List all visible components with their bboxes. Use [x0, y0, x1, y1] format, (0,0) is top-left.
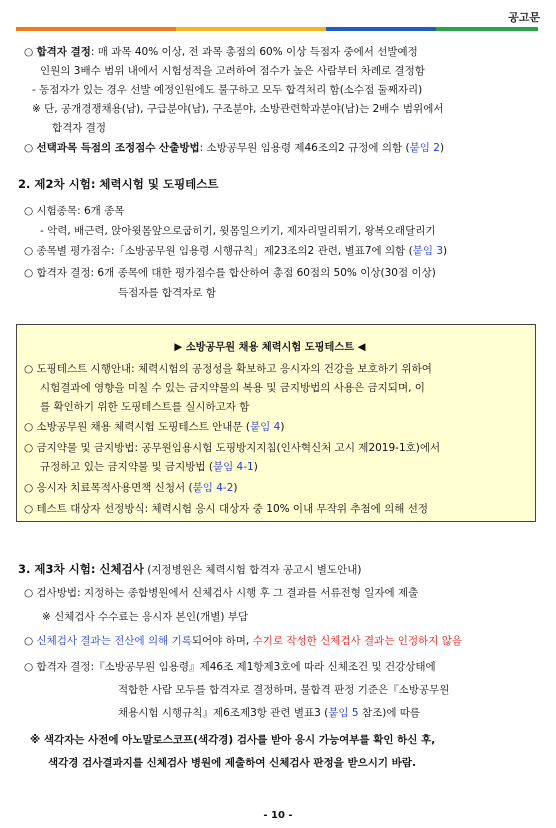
- page-number: - 10 -: [263, 810, 293, 821]
- banned-substances-line: ○ 금지약물 및 금지방법: 공무원임용시험 도핑방지지침(인사혁신처 고시 제2019-1호)에서: [24, 442, 441, 454]
- attachment-ref-4[interactable]: 붙임 4: [250, 421, 281, 433]
- pass-criteria-line-2: 인원의 3배수 범위 내에서 시험성적을 고려하여 점수가 높은 사람부터 차례로 결정함: [40, 65, 425, 77]
- doping-box-title: ▶ 소방공무원 채용 체력시험 도핑테스트 ◀: [174, 341, 366, 353]
- doping-guide-line: ○ 도핑테스트 시행안내: 체력시험의 공정성을 확보하고 응시자의 건강을 보호하기 위하여: [24, 363, 432, 375]
- test-selection-line: ○ 테스트 대상자 선정방식: 체력시험 응시 대상자 중 10% 이내 무작위 추첨에 의해 선정: [24, 503, 429, 515]
- scoring-line: ○ 종목별 평가점수:「소방공무원 임용령 시행규칙」제23조의2 관련, 별표7에 의함 (붙임 3): [24, 245, 448, 257]
- color-vision-note-2: 색각경 검사결과지를 신체검사 병원에 제출하여 신체검사 판정을 받으시기 바람.: [48, 757, 416, 769]
- banned-substances-line-2: 규정하고 있는 금지약물 및 금지방법 (붙임 4-1): [40, 461, 258, 473]
- section3-title: 3. 제3차 시험: 신체검사 (지정병원은 체력시험 합격자 공고시 별도안내): [18, 562, 362, 576]
- exam-method-line: ○ 검사방법: 지정하는 종합병원에서 신체검사 시행 후 그 결과를 서류전형 일자에 제출: [24, 587, 419, 599]
- header-bar-blue: [326, 27, 436, 31]
- attachment-ref-5[interactable]: 붙임 5: [328, 707, 359, 719]
- pass-line-2: ○ 합격자 결정: 6개 종목에 대한 평가점수를 합산하여 총점 60점의 50% 이상(30점 이상): [24, 267, 436, 279]
- tie-rule-line: - 동점자가 있는 경우 선발 예정인원에도 불구하고 모두 합격처리 함(소수점 둘째자리): [32, 84, 423, 96]
- header-bar-yellow: [176, 27, 326, 31]
- pass-line-2b: 득점자를 합격자로 함: [118, 287, 216, 299]
- adjusted-score-line: ○ 선택과목 득점의 조정점수 산출방법: 소방공무원 임용령 제46조의2 규정에 의함 (붙임 2): [24, 142, 445, 154]
- exception-note-line-2: 합격자 결정: [52, 122, 107, 134]
- record-requirement-line: ○ 신체검사 결과는 전산에 의해 기록되어야 하며, 수기로 작성한 신체검사 결과는 인정하지 않음: [24, 635, 462, 647]
- attachment-ref-4-1[interactable]: 붙임 4-1: [212, 461, 254, 473]
- test-items-label: ○ 시험종목: 6개 종목: [24, 205, 125, 217]
- test-items-list: - 악력, 배근력, 앉아윗몸앞으로굽히기, 윗몸일으키기, 제자리멀리뛰기, 왕복오래달리기: [40, 225, 436, 237]
- attachment-ref-4-2[interactable]: 붙임 4-2: [192, 482, 234, 494]
- pass-criteria-line: ○ 합격자 결정: 매 과목 40% 이상, 전 과목 총점의 60% 이상 득점자 중에서 선발예정: [24, 46, 418, 58]
- doping-guide-line-2: 시험결과에 영향을 미칠 수 있는 금지약물의 복용 및 금지방법의 사용은 금지되며, 이: [40, 382, 425, 394]
- pass-line-3c: 채용시험 시행규칙』제6조제3항 관련 별표3 (붙임 5 참조)에 따름: [118, 707, 421, 719]
- header-bar-orange: [16, 27, 176, 31]
- doping-notice-line: ○ 소방공무원 채용 체력시험 도핑테스트 안내문 (붙임 4): [24, 421, 285, 433]
- doping-guide-line-3: 를 확인하기 위한 도핑테스트를 실시하고자 함: [40, 401, 250, 413]
- section2-title: 2. 제2차 시험: 체력시험 및 도핑테스트: [18, 177, 219, 191]
- color-vision-note: ※ 색각자는 사전에 아노말로스코프(색각경) 검사를 받아 응시 가능여부를 확인 하신 후,: [30, 734, 436, 746]
- header-bar-green: [436, 27, 538, 31]
- tue-application-line: ○ 응시자 치료목적사용면책 신청서 (붙임 4-2): [24, 482, 238, 494]
- exception-note-line: ※ 단, 공개경쟁채용(남), 구급분야(남), 구조분야, 소방관련학과분야(남)는 2배수 범위에서: [32, 103, 444, 115]
- attachment-ref-2[interactable]: 붙임 2: [409, 142, 440, 154]
- pass-line-3: ○ 합격자 결정:『소방공무원 임용령』제46조 제1항제3호에 따라 신체조건 및 건강상태에: [24, 661, 436, 673]
- exam-fee-line: ※ 신체검사 수수료는 응시자 본인(개별) 부담: [42, 611, 249, 623]
- attachment-ref-3[interactable]: 붙임 3: [412, 245, 444, 257]
- pass-line-3b: 적합한 사람 모두를 합격자로 결정하며, 불합격 판정 기준은『소방공무원: [118, 684, 450, 696]
- header-color-bar: [16, 27, 538, 31]
- page-label: 공고문: [508, 11, 540, 24]
